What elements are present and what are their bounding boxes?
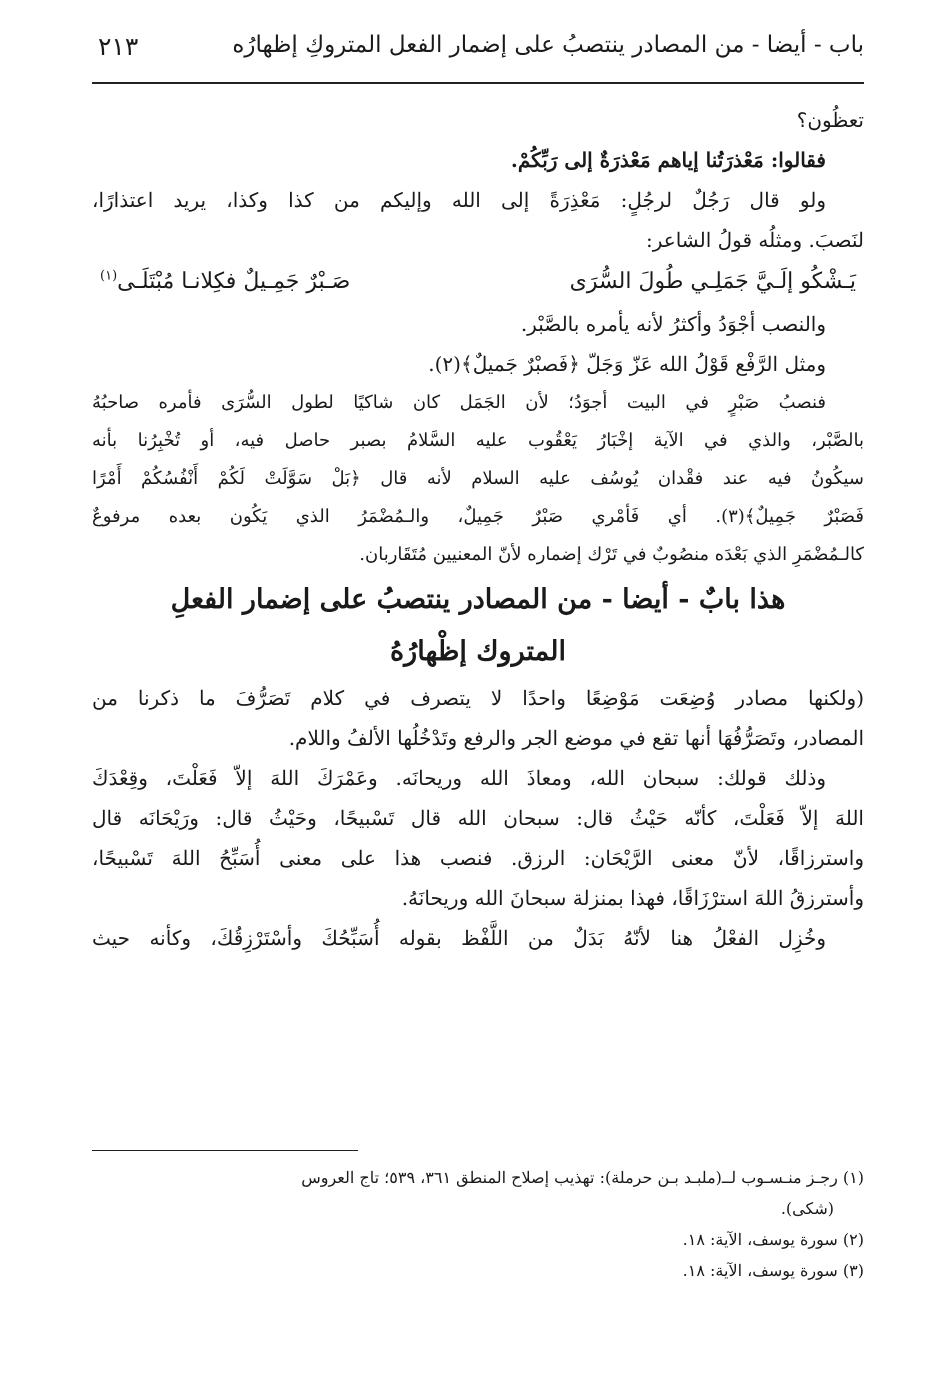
footnote-1-continued: (شكى). bbox=[780, 1199, 834, 1218]
body-line: سيكُونُ فيه عند فقْدان يُوسُف عليه السلام لأنه قال ﴿بَلْ سَوَّلَتْ لَكُمْ أَنْفُسُكُمْ أَمْرًا bbox=[92, 468, 864, 489]
body-line: فَصَبْرٌ جَمِيلٌ﴾(٣). أي فَأمْري صَبْرٌ جَمِيلٌ، والـمُضْمَرُ الذي يَكُون بعده مرفوعٌ bbox=[92, 506, 865, 527]
footnote-3: (٣) سورة يوسف، الآية: ١٨. bbox=[682, 1261, 864, 1280]
body-line: فنصبُ صَبْرٍ في البيت أجوَدُ؛ لأن الجَمَل كان شاكيًا لطول السُّرَى فأمره صاحبُهُ bbox=[92, 392, 826, 413]
footnote-2: (٢) سورة يوسف، الآية: ١٨. bbox=[682, 1230, 864, 1249]
poetry-verse bbox=[92, 260, 864, 304]
page-header bbox=[92, 24, 864, 78]
section-line: وأسترزقُ اللهَ استرْزَاقًا، فهذا بمنزلة سبحانَ الله وريحانَهُ. bbox=[401, 886, 864, 910]
page-number: ٢١٣ bbox=[98, 32, 139, 61]
header-rule bbox=[92, 82, 864, 84]
footnote-1: (١) رجـز منـسـوب لــ(ملبـد بـن حرملة): تهذيب إصلاح المنطق ٣٦١، ٥٣٩؛ تاج العروس bbox=[301, 1168, 864, 1187]
section-heading: هذا بابٌ - أيضا - من المصادر ينتصبُ على إضمار الفعلِ bbox=[170, 584, 786, 615]
body-line: لنَصبَ. ومثلُه قولُ الشاعر: bbox=[645, 228, 864, 252]
footnote-marker: (١) bbox=[100, 268, 118, 284]
section-line: اللهَ إلاّ فَعَلْتَ، كأنّه حَيْثُ قال: سبحان الله قال تَسْبيحًا، وحَيْثُ قال: ورَيْحَانَه قال bbox=[92, 806, 864, 830]
body-line: ولو قال رَجُلٌ لرجُلٍ: مَعْذِرَةً إلى الله وإليكم من كذا وكذا، يريد اعتذارًا، bbox=[92, 188, 826, 212]
page-body bbox=[92, 100, 864, 958]
section-line: واسترزاقًا، لأنّ معنى الرَّيْحَان: الرزق. فنصب هذا على معنى أُسَبِّحُ اللهَ تَسْبيحًا، bbox=[92, 846, 864, 870]
section-line: المصادر، وتَصَرُّفُهَا أنها تقع في موضع الجر والرفع وتَدْخُلُها الألفُ واللام. bbox=[288, 726, 864, 750]
footnote-rule bbox=[92, 1150, 358, 1151]
verse-second-hemistich-text: صَـبْرٌ جَمِـيلٌ فكِلانـا مُبْتَلَـى bbox=[117, 269, 351, 294]
section-line: (ولكنها مصادر وُضِعَت مَوْضِعًا واحدًا لا يتصرف في كلام تَصَرُّفَ ما ذكرنا من bbox=[92, 686, 864, 710]
verse-first-hemistich: يَـشْكُو إلَـيَّ جَمَلِـي طُولَ السُّرَى bbox=[569, 269, 856, 294]
body-line: بالصَّبْر، والذي في الآية إخْبَارُ يَعْقُوب عليه السَّلامُ بصبر حاصل فيه، أو تُخْبِرُنا بأنه bbox=[92, 430, 864, 451]
body-line: والنصب أجْوَدُ وأكثرُ لأنه يأمره بالصَّبْر. bbox=[520, 312, 826, 336]
running-head: باب - أيضا - من المصادر ينتصبُ على إضمار الفعل المتروكِ إظهارُه bbox=[232, 32, 864, 58]
section-line: وذلك قولك: سبحان الله، ومعاذَ الله وريحانَه. وعَمْرَكَ اللهَ إلاّ فَعَلْتَ، وقِعْدَكَ bbox=[92, 766, 826, 790]
verse-second-hemistich bbox=[100, 260, 350, 304]
body-line: تعظُون؟ bbox=[796, 108, 864, 132]
footnotes bbox=[92, 1162, 864, 1286]
body-line: ومثل الرَّفْع قَوْلُ الله عَزّ وَجَلّ ﴿فَصبْرٌ جَميلٌ﴾(٢). bbox=[428, 352, 826, 376]
body-line: فقالوا: مَعْذرَتُنا إياهم مَعْذرَةٌ إلى رَبِّكُمْ. bbox=[510, 148, 826, 172]
section-line: وخُزِل الفعْلُ هنا لأنّهُ بَدَلٌ من اللَّفْظ بقوله أُسَبِّحُكَ وأسْتَرْزِقُكَ، وكأنه حيث bbox=[92, 926, 826, 950]
section-heading-continued: المتروك إظْهارُهُ bbox=[390, 636, 566, 667]
body-line: كالـمُضْمَرِ الذي بَعْدَه منصُوبٌ في تَرْك إضماره لأنّ المعنيين مُتَقَاربان. bbox=[359, 544, 864, 565]
